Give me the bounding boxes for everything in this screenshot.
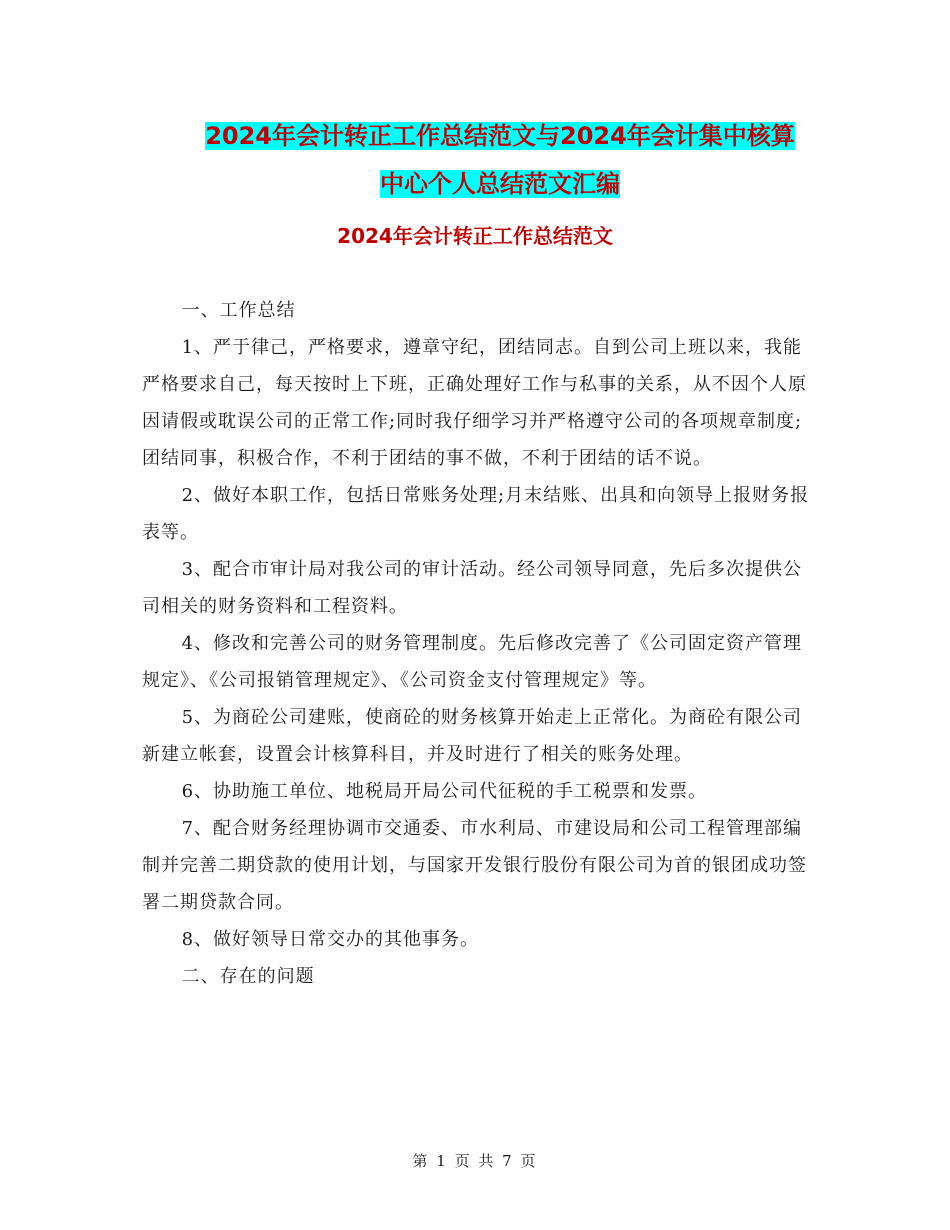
page-footer: 第 1 页 共 7 页 xyxy=(412,1152,538,1170)
paragraph: 7、配合财务经理协调市交通委、市水利局、市建设局和公司工程管理部编制并完善二期贷款的使用计划，与国家开发银行股份有限公司为首的银团成功签署二期贷款合同。 xyxy=(142,818,807,913)
paragraph-heading-2: 二、存在的问题 xyxy=(181,966,315,987)
title-line-1: 2024年会计转正工作总结范文与2024年会计集中核算 xyxy=(205,122,795,150)
paragraph-heading-1: 一、工作总结 xyxy=(181,300,296,321)
paragraph: 8、做好领导日常交办的其他事务。 xyxy=(181,929,480,950)
paragraph: 3、配合市审计局对我公司的审计活动。经公司领导同意，先后多次提供公司相关的财务资料和工程资料。 xyxy=(142,559,803,617)
paragraph: 1、严于律己，严格要求，遵章守纪，团结同志。自到公司上班以来，我能严格要求自己，每天按时上下班，正确处理好工作与私事的关系，从不因个人原因请假或耽误公司的正常工作;同时我仔细学习并严格遵守公司的各项规章制度;团结同事，积极合作，不利于团结的事不做，不利于团结的话不说。 xyxy=(142,337,807,469)
paragraph: 4、修改和完善公司的财务管理制度。先后修改完善了《公司固定资产管理规定》、《公司报销管理规定》、《公司资金支付管理规定》等。 xyxy=(142,633,803,691)
paragraph: 2、做好本职工作，包括日常账务处理;月末结账、出具和向领导上报财务报表等。 xyxy=(142,485,810,543)
title-line-2: 中心个人总结范文汇编 xyxy=(380,170,620,198)
section-title: 2024年会计转正工作总结范文 xyxy=(337,224,613,248)
document-title xyxy=(140,112,860,208)
paragraph: 6、协助施工单位、地税局开局公司代征税的手工税票和发票。 xyxy=(181,781,708,802)
document-body xyxy=(142,292,810,995)
paragraph: 5、为商砼公司建账，使商砼的财务核算开始走上正常化。为商砼有限公司新建立帐套，设置会计核算科目，并及时进行了相关的账务处理。 xyxy=(142,707,803,765)
